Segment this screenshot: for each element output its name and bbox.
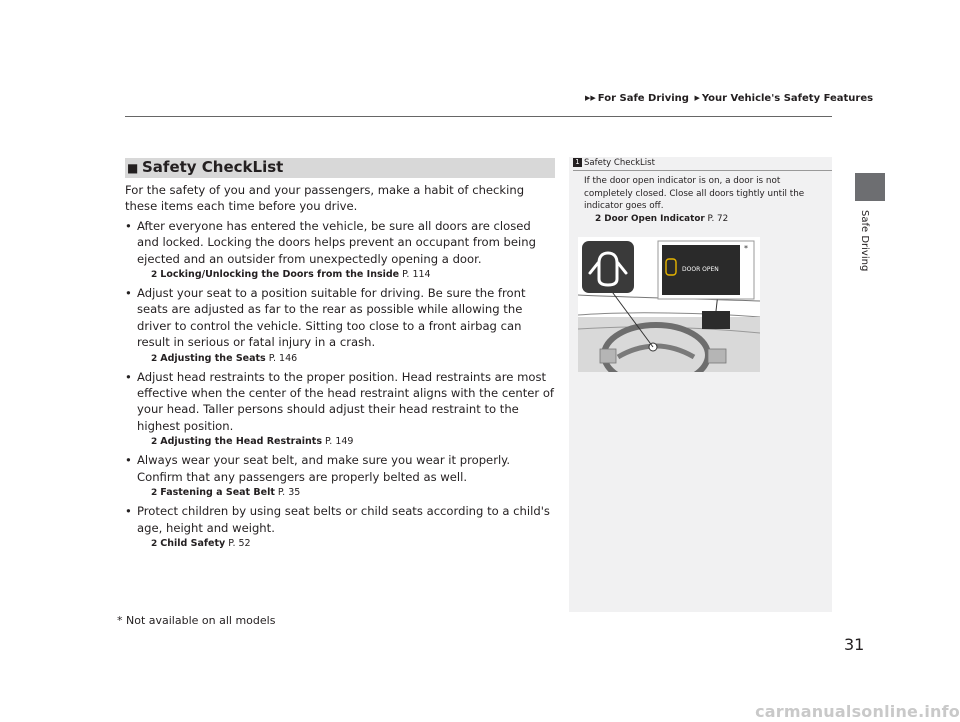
checklist-item xyxy=(125,452,555,500)
side-note-divider xyxy=(573,170,832,171)
checklist-item xyxy=(125,369,555,450)
checklist-item xyxy=(125,285,555,366)
reference-title: Door Open Indicator xyxy=(604,213,705,224)
watermark: carmanualsonline.info xyxy=(755,702,960,721)
breadcrumb-item: For Safe Driving xyxy=(597,93,689,104)
bullet-icon: • xyxy=(125,369,132,384)
bullet-icon: • xyxy=(125,218,132,233)
reference-page: P. 114 xyxy=(402,269,431,281)
cross-reference[interactable] xyxy=(584,213,814,226)
reference-page: P. 72 xyxy=(707,213,729,224)
reference-page: P. 52 xyxy=(228,537,251,549)
side-note-body xyxy=(584,175,814,225)
cross-reference[interactable] xyxy=(137,537,555,551)
section-title: Safety CheckList xyxy=(142,158,284,176)
cross-reference[interactable] xyxy=(137,352,555,366)
reference-title: Fastening a Seat Belt xyxy=(160,487,275,499)
reference-arrow-icon: 2 xyxy=(151,488,158,499)
cross-reference[interactable] xyxy=(137,435,555,449)
breadcrumb-arrow-icon: ▶ xyxy=(694,94,700,102)
reference-page: P. 149 xyxy=(325,436,354,448)
side-note-heading: 1 Safety CheckList xyxy=(573,158,655,168)
reference-title: Child Safety xyxy=(160,537,226,549)
door-open-illustration xyxy=(578,237,760,372)
header-divider xyxy=(125,116,832,117)
section-marker-icon: ■ xyxy=(127,161,139,175)
cross-reference[interactable] xyxy=(137,268,555,282)
footnote: * Not available on all models xyxy=(117,614,276,627)
reference-arrow-icon: 2 xyxy=(151,353,158,364)
dashboard-illustration xyxy=(578,237,760,372)
display-footnote-mark: * xyxy=(744,244,748,253)
section-body xyxy=(125,182,555,551)
bullet-icon: • xyxy=(125,453,132,468)
reference-title: Locking/Unlocking the Doors from the Inside xyxy=(160,269,400,281)
breadcrumb-item: Your Vehicle's Safety Features xyxy=(701,93,874,104)
checklist-item xyxy=(125,218,555,282)
breadcrumb xyxy=(583,93,873,104)
reference-title: Adjusting the Head Restraints xyxy=(160,436,322,448)
reference-arrow-icon: 2 xyxy=(151,270,158,281)
reference-title: Adjusting the Seats xyxy=(160,352,266,364)
display-readout: DOOR OPEN xyxy=(682,266,719,273)
reference-page: P. 146 xyxy=(268,352,298,364)
checklist-item xyxy=(125,503,555,551)
checklist-item-text: Adjust your seat to a position suitable for driving. Be sure the front seats are adjusted as far to the rear as possible while allowing the driver to control the vehicle. Sitting too close to a front airbag can result in serious or fatal injury in a crash. xyxy=(137,286,526,350)
bullet-icon: • xyxy=(125,504,132,519)
checklist-item-text: Always wear your seat belt, and make sure you wear it properly. Confirm that any passengers are properly belted as well. xyxy=(137,453,511,484)
section-intro: For the safety of you and your passengers, make a habit of checking these items each time before you drive. xyxy=(125,183,525,214)
side-note-text: If the door open indicator is on, a door is not completely closed. Close all doors tightly until the indicator goes off. xyxy=(584,176,805,212)
chapter-tab-label: Safe Driving xyxy=(859,210,870,272)
bullet-icon: • xyxy=(125,286,132,301)
reference-arrow-icon: 2 xyxy=(151,538,158,549)
checklist-item-text: Protect children by using seat belts or child seats according to a child's age, height and weight. xyxy=(137,504,550,535)
section-heading xyxy=(125,158,555,178)
breadcrumb-arrow-icon: ▶▶ xyxy=(585,94,596,102)
note-marker-icon: 1 xyxy=(573,158,582,167)
reference-page: P. 35 xyxy=(277,487,301,499)
checklist-item-text: Adjust head restraints to the proper position. Head restraints are most effective when the center of the head restraint aligns with the center of your head. Taller persons should adjust their head restraint to the highest position. xyxy=(137,369,555,433)
reference-arrow-icon: 2 xyxy=(595,213,602,224)
cross-reference[interactable] xyxy=(137,486,555,500)
reference-arrow-icon: 2 xyxy=(151,437,158,448)
checklist-item-text: After everyone has entered the vehicle, be sure all doors are closed and locked. Locking the doors helps prevent an occupant from being ejected and an outsider from unexpectedly opening a door. xyxy=(137,218,536,266)
chapter-tab xyxy=(855,173,885,201)
page-number: 31 xyxy=(844,635,865,654)
